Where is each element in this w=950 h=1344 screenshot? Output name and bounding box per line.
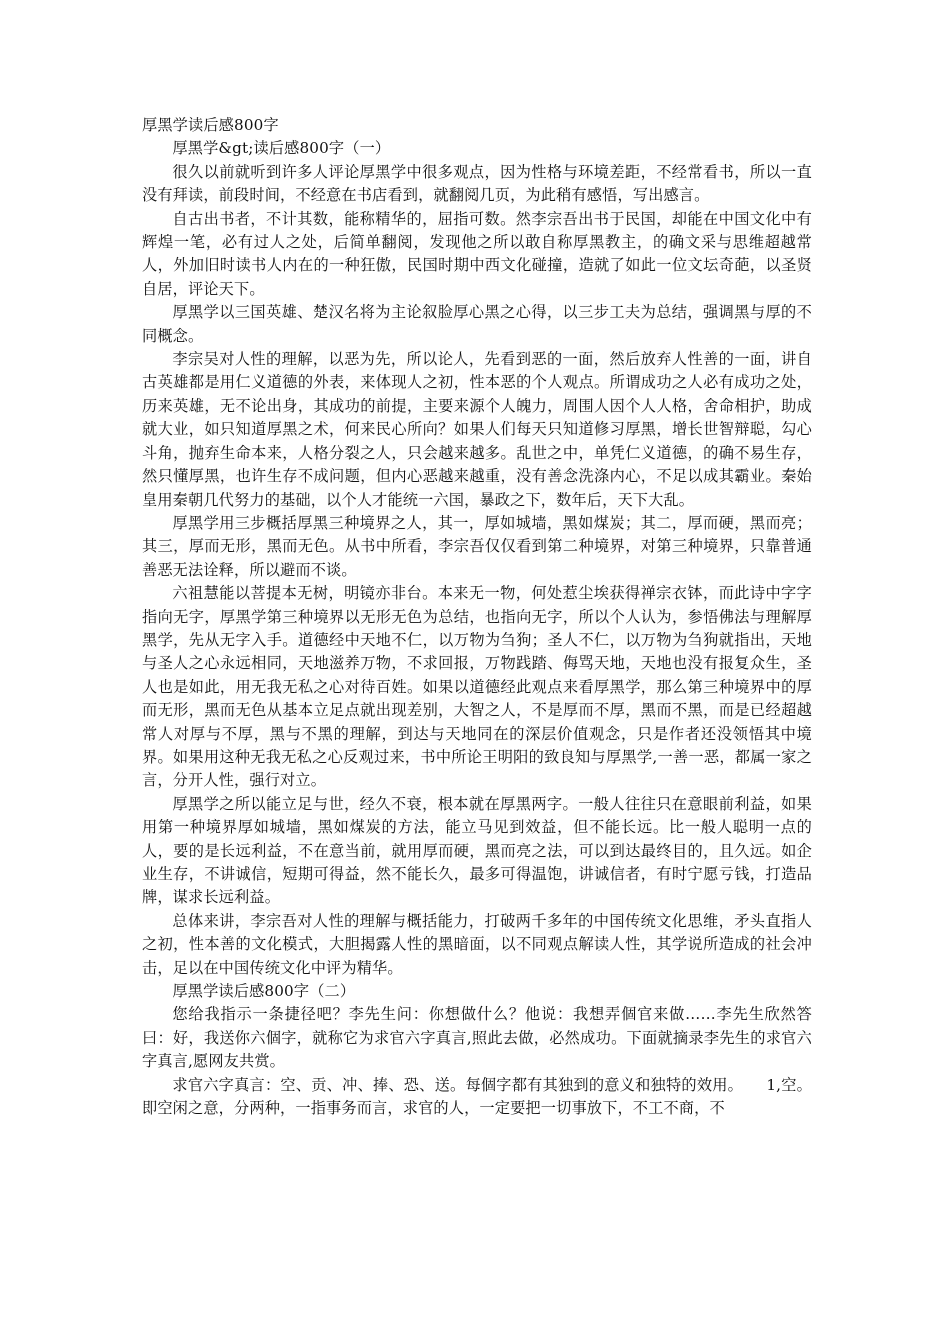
paragraph: 六祖慧能以菩提本无树，明镜亦非台。本来无一物，何处惹尘埃获得禅宗衣钵，而此诗中字字指向无字，厚黑学第三种境界以无形无色为总结，也指向无字，所以个人认为，参悟佛法与理解厚黑学，先从无字入手。道德经中天地不仁，以万物为刍狗；圣人不仁，以万物为刍狗就指出，天地与圣人之心永远相同，天地滋养万物，不求回报，万物践踏、侮骂天地，天地也没有报复众生，圣人也是如此，用无我无私之心对待百姓。如果以道德经此观点来看厚黑学，那么第三种境界中的厚而无形，黑而无色从基本立足点就出现差别，大智之人，不是厚而不厚，黑而不黑，而是已经超越常人对厚与不厚，黑与不黑的理解，到达与天地同在的深层价值观念，只是作者还没领悟其中境界。如果用这种无我无私之心反观过来，书中所论王明阳的致良知与厚黑学,一善一恶，都属一家之言，分开人性，强行对立。 <box>142 584 812 790</box>
paragraph: 总体来讲，李宗吾对人性的理解与概括能力，打破两千多年的中国传统文化思维，矛头直指人之初，性本善的文化模式，大胆揭露人性的黑暗面，以不同观点解读人性，其学说所造成的社会冲击，足以在中国传统文化中评为精华。 <box>142 911 812 977</box>
paragraph: 李宗吴对人性的理解，以恶为先，所以论人，先看到恶的一面，然后放弃人性善的一面，讲自古英雄都是用仁义道德的外表，来体现人之初，性本恶的个人观点。所谓成功之人必有成功之处，历来英雄，无不论出身，其成功的前提，主要来源个人魄力，周围人因个人人格，舍命相护，助成就大业，如只知道厚黑之术，何来民心所向？如果人们每天只知道修习厚黑，增长世智辩聪，勾心斗角，抛弃生命本来，人格分裂之人，只会越来越多。乱世之中，单凭仁义道德，的确不易生存，然只懂厚黑，也许生存不成问题，但内心恶越来越重，没有善念洗涤内心，不足以成其霸业。秦始皇用秦朝几代努力的基础，以个人才能统一六国，暴政之下，数年后，天下大乱。 <box>142 350 812 509</box>
section-heading-2: 厚黑学读后感800字（二） <box>172 982 356 1001</box>
paragraph: 自古出书者，不计其数，能称精华的，屈指可数。然李宗吾出书于民国，却能在中国文化中有辉煌一笔，必有过人之处，后简单翻阅，发现他之所以敢自称厚黑教主，的确文采与思维超越常人，外加旧时读书人内在的一种狂傲，民国时期中西文化碰撞，造就了如此一位文坛奇葩，以圣贤自居，评论天下。 <box>142 209 812 298</box>
paragraph: 求官六字真言：空、贡、冲、捧、恐、送。每個字都有其独到的意义和独特的效用。 1,空。即空闲之意，分两种，一指事务而言，求官的人，一定要把一切事放下，不工不商，不 <box>142 1075 812 1118</box>
document-page <box>142 114 812 1120</box>
paragraph: 厚黑学用三步概括厚黑三种境界之人，其一，厚如城墙，黑如煤炭；其二，厚而硬，黑而亮；其三，厚而无形，黑而无色。从书中所看，李宗吾仅仅看到第二种境界，对第三种境界，只靠普通善恶无法诠释，所以避而不谈。 <box>142 513 812 579</box>
paragraph: 您给我指示一条捷径吧？李先生问：你想做什么？他说：我想弄個官来做……李先生欣然答曰：好，我送你六個字，就称它为求官六字真言,照此去做，必然成功。下面就摘录李先生的求官六字真言,愿网友共赏。 <box>142 1005 812 1071</box>
paragraph: 厚黑学以三国英雄、楚汉名将为主论叙脸厚心黑之心得，以三步工夫为总结，强调黑与厚的不同概念。 <box>142 303 812 345</box>
section-heading-1: 厚黑学&gt;读后感800字（一） <box>172 139 391 158</box>
paragraph: 很久以前就听到许多人评论厚黑学中很多观点，因为性格与环境差距，不经常看书，所以一直没有拜读，前段时间，不经意在书店看到，就翻阅几页，为此稍有感悟，写出感言。 <box>142 162 812 205</box>
paragraph: 厚黑学之所以能立足与世，经久不衰，根本就在厚黑两字。一般人往往只在意眼前利益，如果用第一种境界厚如城墙，黑如煤炭的方法，能立马见到效益，但不能长远。比一般人聪明一点的人，要的是长远利益，不在意当前，就用厚而硬，黑而亮之法，可以到达最终目的，且久远。如企业生存，不讲诚信，短期可得益，然不能长久，最多可得温饱，讲诚信者，有时宁愿亏钱，打造品牌，谋求长远利益。 <box>142 794 812 907</box>
document-title: 厚黑学读后感800字 <box>142 116 279 134</box>
